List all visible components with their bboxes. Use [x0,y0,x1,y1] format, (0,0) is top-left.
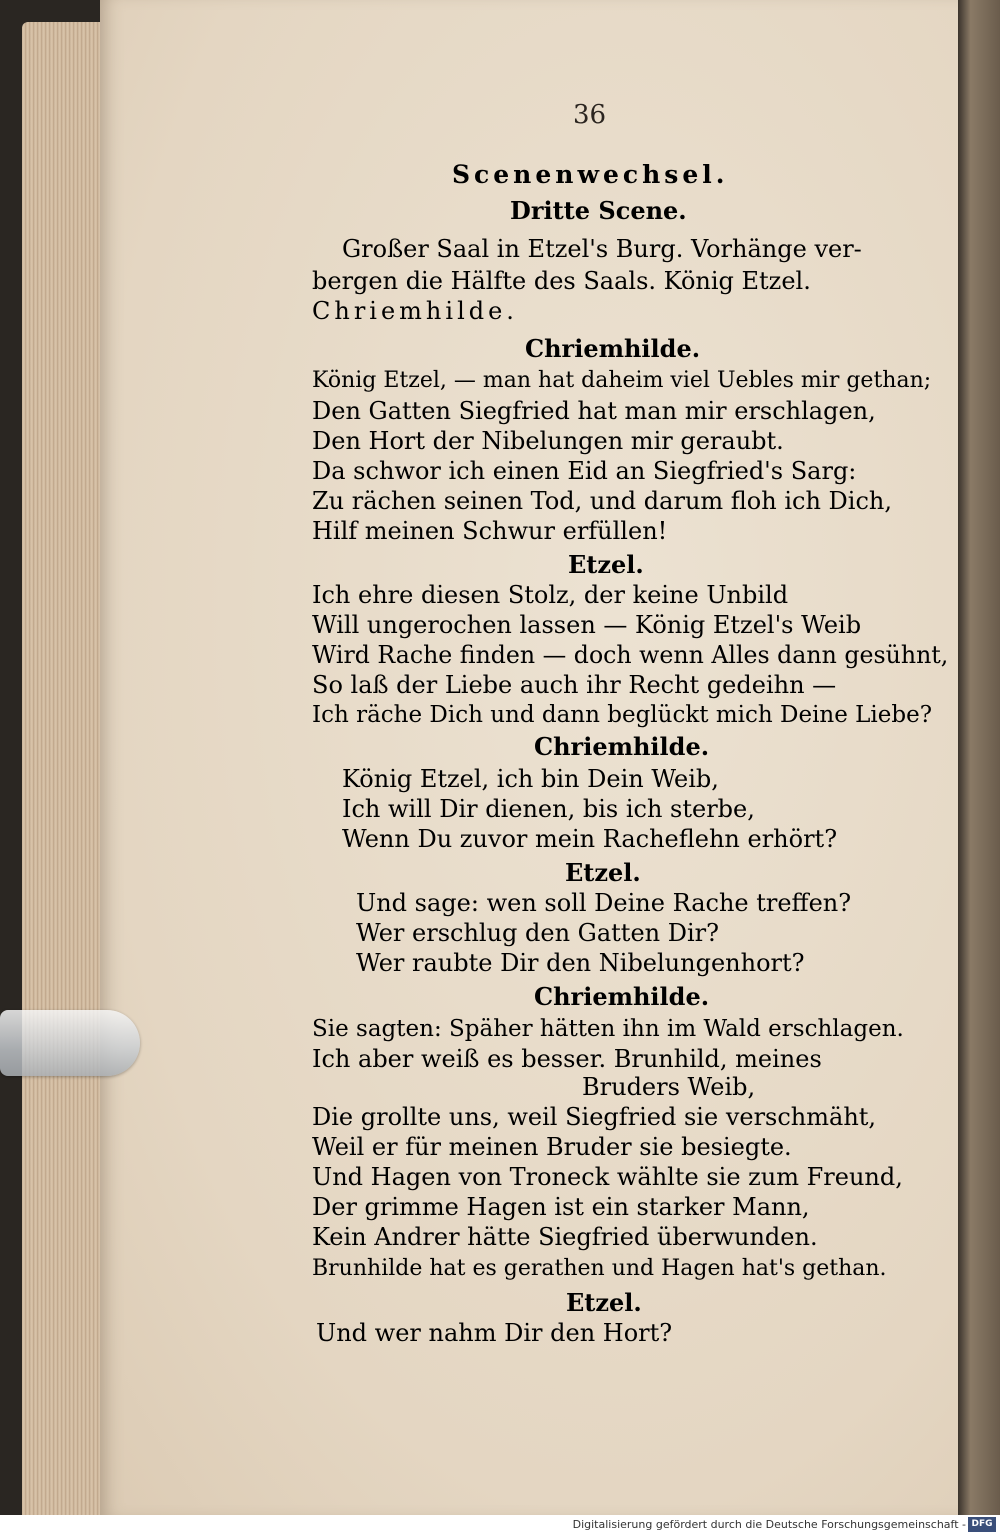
verse-line: Bruders Weib, [582,1073,756,1101]
verse-line: Und sage: wen soll Deine Rache treffen? [356,889,852,917]
verse-line: Die grollte uns, weil Siegfried sie verschmäht, [312,1103,877,1131]
verse-line: Ich will Dir dienen, bis ich sterbe, [342,795,755,823]
verse-line: Hilf meinen Schwur erfüllen! [312,517,668,545]
footer-credit: Digitalisierung gefördert durch die Deutsche Forschungsgemeinschaft - [572,1518,966,1531]
book-spine-edge [958,0,1000,1515]
stage-direction-line: Großer Saal in Etzel's Burg. Vorhänge ver- [342,235,862,263]
verse-line: So laß der Liebe auch ihr Recht gedeihn — [312,671,837,699]
stage-direction-line: Chriemhilde. [312,297,518,325]
stage-direction-line: bergen die Hälfte des Saals. König Etzel. [312,267,811,295]
speaker-name: Chriemhilde. [525,334,701,363]
speaker-name: Etzel. [568,550,644,579]
verse-line: Ich räche Dich und dann beglückt mich Deine Liebe? [312,702,933,728]
verse-line: Brunhilde hat es gerathen und Hagen hat's gethan. [312,1256,887,1281]
verse-line: Sie sagten: Späher hätten ihn im Wald erschlagen. [312,1016,904,1042]
page-holder-clip [0,1010,140,1076]
verse-line: Kein Andrer hätte Siegfried überwunden. [312,1223,818,1251]
verse-line: Und wer nahm Dir den Hort? [316,1319,673,1347]
book-page [100,0,960,1515]
verse-line: Weil er für meinen Bruder sie besiegte. [312,1133,792,1161]
book-page-edges [22,22,112,1522]
speaker-name: Etzel. [565,858,641,887]
speaker-name: Etzel. [566,1288,642,1317]
verse-line: Ich ehre diesen Stolz, der keine Unbild [312,581,789,609]
page-number: 36 [573,100,607,130]
verse-line: Wer erschlug den Gatten Dir? [356,919,719,947]
dfg-logo: DFG [968,1517,996,1532]
verse-line: Der grimme Hagen ist ein starker Mann, [312,1193,810,1221]
speaker-name: Chriemhilde. [534,732,710,761]
scene-change-heading: Scenenwechsel. [452,160,729,189]
speaker-name: Chriemhilde. [534,982,710,1011]
verse-line: Da schwor ich einen Eid an Siegfried's Sarg: [312,457,857,485]
verse-line: Und Hagen von Troneck wählte sie zum Freund, [312,1163,903,1191]
verse-line: Ich aber weiß es besser. Brunhild, meines [312,1045,822,1073]
verse-line: Wer raubte Dir den Nibelungenhort? [356,949,805,977]
verse-line: Zu rächen seinen Tod, und darum floh ich Dich, [312,487,892,515]
verse-line: Will ungerochen lassen — König Etzel's Weib [312,611,862,639]
scene-heading: Dritte Scene. [510,196,687,225]
verse-line: Wird Rache finden — doch wenn Alles dann gesühnt, [312,641,949,669]
verse-line: König Etzel, — man hat daheim viel Uebles mir gethan; [312,368,932,393]
verse-line: Den Hort der Nibelungen mir geraubt. [312,427,784,455]
verse-line: Den Gatten Siegfried hat man mir erschlagen, [312,397,876,425]
verse-line: Wenn Du zuvor mein Racheflehn erhört? [342,825,838,853]
verse-line: König Etzel, ich bin Dein Weib, [342,765,719,793]
